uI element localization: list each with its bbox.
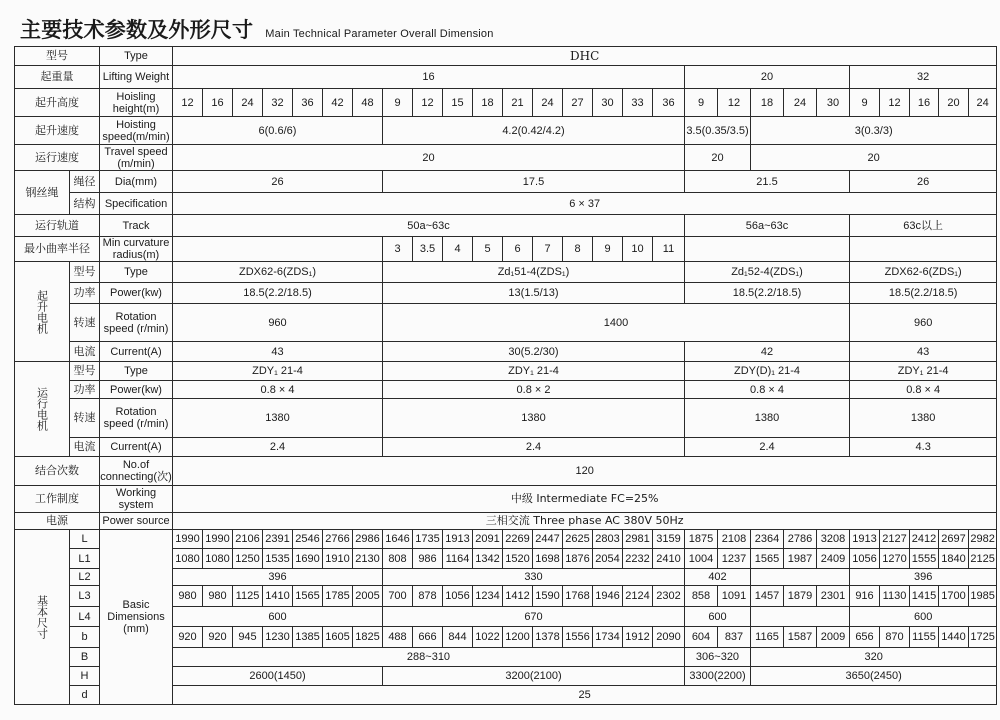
dim-L4-2: 670 — [383, 607, 685, 627]
hmotor-power-1: 18.5(2.2/18.5) — [173, 283, 383, 304]
label-tmotor-cn: 运行电机 — [15, 362, 70, 457]
tmotor-rot-1: 1380 — [173, 399, 383, 438]
dim-L3-cell-8: 878 — [413, 586, 443, 607]
tmotor-rot-3: 1380 — [685, 399, 850, 438]
height-cell-g20-4: 30 — [817, 89, 850, 117]
height-cell-g16-12: 24 — [533, 89, 563, 117]
dim-L-cell-14: 2803 — [593, 530, 623, 549]
dim-L3-cell-13: 1768 — [563, 586, 593, 607]
dim-b-cell-20: 1587 — [784, 627, 817, 648]
dim-L3-cell-23: 1130 — [880, 586, 910, 607]
hmotor-rot-1: 960 — [173, 304, 383, 342]
dim-L-cell-8: 1735 — [413, 530, 443, 549]
dim-L2-3: 402 — [685, 569, 751, 586]
track-2: 56a~63c — [685, 215, 850, 237]
height-cell-g32-3: 20 — [939, 89, 969, 117]
label-work-en: Working system — [100, 486, 173, 513]
dim-L2-2: 330 — [383, 569, 685, 586]
height-cell-g20-0: 9 — [685, 89, 718, 117]
label-load-en: Lifting Weight — [100, 66, 173, 89]
dim-L3-cell-1: 980 — [203, 586, 233, 607]
dim-b-cell-24: 1155 — [910, 627, 939, 648]
tmotor-type-4: ZDY₁ 21-4 — [850, 362, 997, 381]
dim-L1-cell-11: 1520 — [503, 549, 533, 569]
label-spec-cn: 结构 — [70, 193, 100, 215]
dim-L3-cell-24: 1415 — [910, 586, 939, 607]
dim-b-cell-15: 1912 — [623, 627, 653, 648]
dim-L1-cell-26: 2125 — [969, 549, 997, 569]
dim-L1-cell-2: 1250 — [233, 549, 263, 569]
dim-L4-3: 600 — [685, 607, 751, 627]
label-track-cn: 运行轨道 — [15, 215, 100, 237]
curvature-cell-4: 6 — [503, 237, 533, 262]
dim-L-cell-23: 2127 — [880, 530, 910, 549]
travel-speed-3: 20 — [751, 145, 997, 171]
dim-L-cell-1: 1990 — [203, 530, 233, 549]
height-cell-g16-2: 24 — [233, 89, 263, 117]
rope-dia-2: 17.5 — [383, 171, 685, 193]
dim-L3-cell-20: 1879 — [784, 586, 817, 607]
dim-L2-blank — [751, 569, 850, 586]
tmotor-power-3: 0.8 × 4 — [685, 381, 850, 399]
dim-L-cell-21: 3208 — [817, 530, 850, 549]
height-cell-g20-1: 12 — [718, 89, 751, 117]
working-system-value: 中级 Intermediate FC=25% — [173, 486, 997, 513]
dim-L3-cell-2: 1125 — [233, 586, 263, 607]
label-rope-cn: 钢丝绳 — [15, 171, 70, 215]
label-htype-cn: 型号 — [70, 262, 100, 283]
height-cell-g16-15: 33 — [623, 89, 653, 117]
dim-L-cell-3: 2391 — [263, 530, 293, 549]
dim-L1-cell-19: 1565 — [751, 549, 784, 569]
height-cell-g16-9: 15 — [443, 89, 473, 117]
label-curv-cn: 最小曲率半径 — [15, 237, 100, 262]
label-hpower-en: Power(kw) — [100, 283, 173, 304]
label-dia-cn: 绳径 — [70, 171, 100, 193]
title-en: Main Technical Parameter Overall Dimension — [265, 28, 494, 40]
hmotor-power-3: 18.5(2.2/18.5) — [685, 283, 850, 304]
dim-b-cell-22: 656 — [850, 627, 880, 648]
label-hrot-cn: 转速 — [70, 304, 100, 342]
title-cn: 主要技术参数及外形尺寸 — [20, 18, 254, 42]
label-height-cn: 起升高度 — [15, 89, 100, 117]
dim-L3-cell-18: 1091 — [718, 586, 751, 607]
label-lspeed-en: Hoisting speed(m/min) — [100, 117, 173, 145]
curvature-cell-6: 8 — [563, 237, 593, 262]
dim-L-cell-15: 2981 — [623, 530, 653, 549]
dim-label-H: H — [70, 667, 100, 686]
dim-L-cell-6: 2986 — [353, 530, 383, 549]
label-conn-cn: 结合次数 — [15, 457, 100, 486]
dim-L1-cell-3: 1535 — [263, 549, 293, 569]
label-model-en: Type — [100, 47, 173, 66]
tmotor-type-1: ZDY₁ 21-4 — [173, 362, 383, 381]
height-cell-g20-2: 18 — [751, 89, 784, 117]
height-cell-g16-7: 9 — [383, 89, 413, 117]
dim-label-L1: L1 — [70, 549, 100, 569]
hmotor-cur-3: 42 — [685, 342, 850, 362]
dim-L3-cell-16: 2302 — [653, 586, 685, 607]
dim-b-cell-7: 488 — [383, 627, 413, 648]
dim-H-3: 3300(2200) — [685, 667, 751, 686]
dim-b-cell-5: 1605 — [323, 627, 353, 648]
hmotor-type-4: ZDX62-6(ZDS₁) — [850, 262, 997, 283]
label-tspeed-en: Travel speed (m/min) — [100, 145, 173, 171]
dim-H-4: 3650(2450) — [751, 667, 997, 686]
height-cell-g20-3: 24 — [784, 89, 817, 117]
dim-L1-cell-5: 1910 — [323, 549, 353, 569]
hoist-speed-2: 4.2(0.42/4.2) — [383, 117, 685, 145]
dim-b-cell-13: 1556 — [563, 627, 593, 648]
table-body — [15, 47, 997, 705]
curvature-cell-5: 7 — [533, 237, 563, 262]
curvature-row — [15, 237, 997, 262]
height-cell-g16-11: 21 — [503, 89, 533, 117]
label-hrot-en: Rotation speed (r/min) — [100, 304, 173, 342]
tmotor-cur-2: 2.4 — [383, 438, 685, 457]
dim-L1-cell-20: 1987 — [784, 549, 817, 569]
page-title — [20, 14, 494, 44]
dim-label-d: d — [70, 686, 100, 705]
hmotor-type-2: Zd₁51-4(ZDS₁) — [383, 262, 685, 283]
label-lspeed-cn: 起升速度 — [15, 117, 100, 145]
dim-L3-cell-4: 1565 — [293, 586, 323, 607]
dim-b-cell-6: 1825 — [353, 627, 383, 648]
dim-L-cell-19: 2364 — [751, 530, 784, 549]
dim-B-3: 320 — [751, 648, 997, 667]
dim-L3-cell-3: 1410 — [263, 586, 293, 607]
height-cell-g16-5: 42 — [323, 89, 353, 117]
dim-L1-cell-17: 1004 — [685, 549, 718, 569]
connecting-value: 120 — [173, 457, 997, 486]
dim-L-cell-5: 2766 — [323, 530, 353, 549]
dim-L3-cell-21: 2301 — [817, 586, 850, 607]
rope-dia-1: 26 — [173, 171, 383, 193]
hmotor-power-4: 18.5(2.2/18.5) — [850, 283, 997, 304]
height-cell-g32-0: 9 — [850, 89, 880, 117]
dim-label-B: B — [70, 648, 100, 667]
dim-L3-cell-11: 1412 — [503, 586, 533, 607]
label-tpower-cn: 功率 — [70, 381, 100, 399]
dim-L-cell-0: 1990 — [173, 530, 203, 549]
dim-b-cell-17: 604 — [685, 627, 718, 648]
dim-L2-1: 396 — [173, 569, 383, 586]
dim-L-cell-20: 2786 — [784, 530, 817, 549]
dim-label-L: L — [70, 530, 100, 549]
hmotor-cur-4: 43 — [850, 342, 997, 362]
dim-b-cell-10: 1022 — [473, 627, 503, 648]
dim-L1-cell-0: 1080 — [173, 549, 203, 569]
dim-L-cell-26: 2982 — [969, 530, 997, 549]
height-cell-g32-2: 16 — [910, 89, 939, 117]
curvature-blank-2 — [685, 237, 850, 262]
tmotor-power-1: 0.8 × 4 — [173, 381, 383, 399]
hmotor-type-1: ZDX62-6(ZDS₁) — [173, 262, 383, 283]
tmotor-type-3: ZDY(D)₁ 21-4 — [685, 362, 850, 381]
tmotor-rot-4: 1380 — [850, 399, 997, 438]
dim-L1-cell-21: 2409 — [817, 549, 850, 569]
dim-L1-cell-18: 1237 — [718, 549, 751, 569]
dim-L1-cell-25: 1840 — [939, 549, 969, 569]
label-load-cn: 起重量 — [15, 66, 100, 89]
dim-b-cell-26: 1725 — [969, 627, 997, 648]
curvature-cell-7: 9 — [593, 237, 623, 262]
label-pwr-cn: 电源 — [15, 513, 100, 530]
dim-L-cell-24: 2412 — [910, 530, 939, 549]
dim-L-cell-12: 2447 — [533, 530, 563, 549]
label-track-en: Track — [100, 215, 173, 237]
label-dim-en: Basic Dimensions (mm) — [100, 530, 173, 705]
height-cell-g16-8: 12 — [413, 89, 443, 117]
dim-L-cell-7: 1646 — [383, 530, 413, 549]
tmotor-power-2: 0.8 × 2 — [383, 381, 685, 399]
label-hmotor-cn: 起升电机 — [15, 262, 70, 362]
dim-d: 25 — [173, 686, 997, 705]
height-cell-g16-10: 18 — [473, 89, 503, 117]
dim-L-cell-2: 2106 — [233, 530, 263, 549]
dim-L3-cell-5: 1785 — [323, 586, 353, 607]
height-cell-g16-4: 36 — [293, 89, 323, 117]
label-height-en: Hoisling height(m) — [100, 89, 173, 117]
label-hcur-cn: 电流 — [70, 342, 100, 362]
travel-speed-1: 20 — [173, 145, 685, 171]
dim-b-cell-12: 1378 — [533, 627, 563, 648]
dim-L3-cell-26: 1985 — [969, 586, 997, 607]
label-tcur-en: Current(A) — [100, 438, 173, 457]
dim-L1-cell-23: 1270 — [880, 549, 910, 569]
rope-spec: 6 × 37 — [173, 193, 997, 215]
tmotor-cur-1: 2.4 — [173, 438, 383, 457]
label-dim-cn: 基本尺寸 — [15, 530, 70, 705]
height-cell-g16-3: 32 — [263, 89, 293, 117]
dim-L1-cell-4: 1690 — [293, 549, 323, 569]
dim-B-2: 306~320 — [685, 648, 751, 667]
dim-b-cell-25: 1440 — [939, 627, 969, 648]
dim-L3-cell-12: 1590 — [533, 586, 563, 607]
height-cell-g32-1: 12 — [880, 89, 910, 117]
label-work-cn: 工作制度 — [15, 486, 100, 513]
curvature-cell-9: 11 — [653, 237, 685, 262]
dim-b-cell-9: 844 — [443, 627, 473, 648]
dim-L-cell-25: 2697 — [939, 530, 969, 549]
dim-L-cell-9: 1913 — [443, 530, 473, 549]
dim-L4-blank — [751, 607, 850, 627]
curvature-cell-8: 10 — [623, 237, 653, 262]
dim-L3-cell-17: 858 — [685, 586, 718, 607]
height-cell-g16-13: 27 — [563, 89, 593, 117]
load-32: 32 — [850, 66, 997, 89]
dim-L3-cell-14: 1946 — [593, 586, 623, 607]
curvature-cell-2: 4 — [443, 237, 473, 262]
dim-L1-cell-14: 2054 — [593, 549, 623, 569]
hmotor-cur-2: 30(5.2/30) — [383, 342, 685, 362]
curvature-cell-3: 5 — [473, 237, 503, 262]
dim-b-cell-19: 1165 — [751, 627, 784, 648]
dim-b-cell-11: 1200 — [503, 627, 533, 648]
dim-L-cell-18: 2108 — [718, 530, 751, 549]
dim-L1-cell-10: 1342 — [473, 549, 503, 569]
dim-L3-cell-19: 1457 — [751, 586, 784, 607]
dim-label-L3: L3 — [70, 586, 100, 607]
height-cell-g16-0: 12 — [173, 89, 203, 117]
label-tpower-en: Power(kw) — [100, 381, 173, 399]
tmotor-cur-4: 4.3 — [850, 438, 997, 457]
dim-L-cell-17: 1875 — [685, 530, 718, 549]
dim-b-cell-1: 920 — [203, 627, 233, 648]
label-curv-en: Min curvature radius(m) — [100, 237, 173, 262]
dim-b-cell-4: 1385 — [293, 627, 323, 648]
height-cell-g16-16: 36 — [653, 89, 685, 117]
dim-L1-cell-1: 1080 — [203, 549, 233, 569]
dim-L3-cell-15: 2124 — [623, 586, 653, 607]
label-tspeed-cn: 运行速度 — [15, 145, 100, 171]
dim-L1-cell-16: 2410 — [653, 549, 685, 569]
dim-b-cell-14: 1734 — [593, 627, 623, 648]
hmotor-rot-2: 1400 — [383, 304, 850, 342]
label-tcur-cn: 电流 — [70, 438, 100, 457]
tmotor-type-2: ZDY₁ 21-4 — [383, 362, 685, 381]
dim-b-cell-8: 666 — [413, 627, 443, 648]
dim-L-cell-22: 1913 — [850, 530, 880, 549]
dim-L1-cell-22: 1056 — [850, 549, 880, 569]
track-1: 50a~63c — [173, 215, 685, 237]
hmotor-rot-3: 960 — [850, 304, 997, 342]
label-pwr-en: Power source — [100, 513, 173, 530]
dim-L1-cell-13: 1876 — [563, 549, 593, 569]
dim-b-cell-21: 2009 — [817, 627, 850, 648]
dim-label-L2: L2 — [70, 569, 100, 586]
tmotor-power-4: 0.8 × 4 — [850, 381, 997, 399]
load-16: 16 — [173, 66, 685, 89]
height-cell-g16-14: 30 — [593, 89, 623, 117]
label-ttype-cn: 型号 — [70, 362, 100, 381]
track-3: 63c以上 — [850, 215, 997, 237]
dim-L1-cell-24: 1555 — [910, 549, 939, 569]
dim-L1-cell-12: 1698 — [533, 549, 563, 569]
label-trot-en: Rotation speed (r/min) — [100, 399, 173, 438]
dim-b-cell-3: 1230 — [263, 627, 293, 648]
hmotor-power-2: 13(1.5/13) — [383, 283, 685, 304]
dim-L4-1: 600 — [173, 607, 383, 627]
dim-L3-cell-22: 916 — [850, 586, 880, 607]
model-value: DHC — [173, 47, 997, 66]
hoist-speed-1: 6(0.6/6) — [173, 117, 383, 145]
dim-L1-cell-8: 986 — [413, 549, 443, 569]
dim-L3-cell-6: 2005 — [353, 586, 383, 607]
dim-L1-cell-7: 808 — [383, 549, 413, 569]
hmotor-type-3: Zd₁52-4(ZDS₁) — [685, 262, 850, 283]
label-hcur-en: Current(A) — [100, 342, 173, 362]
dim-row-L — [15, 530, 997, 549]
dim-L-cell-11: 2269 — [503, 530, 533, 549]
tmotor-rot-2: 1380 — [383, 399, 685, 438]
curvature-cell-0: 3 — [383, 237, 413, 262]
dim-b-cell-16: 2090 — [653, 627, 685, 648]
dim-L3-cell-9: 1056 — [443, 586, 473, 607]
dim-L-cell-13: 2625 — [563, 530, 593, 549]
dim-L3-cell-10: 1234 — [473, 586, 503, 607]
dim-H-1: 2600(1450) — [173, 667, 383, 686]
height-cell-g32-4: 24 — [969, 89, 997, 117]
hmotor-cur-1: 43 — [173, 342, 383, 362]
height-row — [15, 89, 997, 117]
dim-b-cell-23: 870 — [880, 627, 910, 648]
label-conn-en: No.of connecting(次) — [100, 457, 173, 486]
dim-L3-cell-0: 980 — [173, 586, 203, 607]
dim-b-cell-18: 837 — [718, 627, 751, 648]
dim-label-L4: L4 — [70, 607, 100, 627]
dim-L3-cell-7: 700 — [383, 586, 413, 607]
dim-b-cell-0: 920 — [173, 627, 203, 648]
dim-L1-cell-15: 2232 — [623, 549, 653, 569]
dim-L-cell-10: 2091 — [473, 530, 503, 549]
label-spec-en: Specification — [100, 193, 173, 215]
dim-L1-cell-9: 1164 — [443, 549, 473, 569]
dim-L-cell-16: 3159 — [653, 530, 685, 549]
curvature-blank — [173, 237, 383, 262]
dim-label-b: b — [70, 627, 100, 648]
dim-b-cell-2: 945 — [233, 627, 263, 648]
dim-B-1: 288~310 — [173, 648, 685, 667]
label-model-cn: 型号 — [15, 47, 100, 66]
dim-H-2: 3200(2100) — [383, 667, 685, 686]
label-hpower-cn: 功率 — [70, 283, 100, 304]
rope-dia-4: 26 — [850, 171, 997, 193]
label-trot-cn: 转速 — [70, 399, 100, 438]
rope-dia-3: 21.5 — [685, 171, 850, 193]
parameter-table — [14, 46, 997, 705]
power-source-value: 三相交流 Three phase AC 380V 50Hz — [173, 513, 997, 530]
dim-L4-4: 600 — [850, 607, 997, 627]
dim-L-cell-4: 2546 — [293, 530, 323, 549]
label-ttype-en: Type — [100, 362, 173, 381]
label-htype-en: Type — [100, 262, 173, 283]
label-dia-en: Dia(mm) — [100, 171, 173, 193]
height-cell-g16-6: 48 — [353, 89, 383, 117]
hoist-speed-4: 3(0.3/3) — [751, 117, 997, 145]
hoist-speed-3: 3.5(0.35/3.5) — [685, 117, 751, 145]
curvature-blank-3 — [850, 237, 997, 262]
load-20: 20 — [685, 66, 850, 89]
dim-L3-cell-25: 1700 — [939, 586, 969, 607]
travel-speed-2: 20 — [685, 145, 751, 171]
curvature-cell-1: 3.5 — [413, 237, 443, 262]
dim-L1-cell-6: 2130 — [353, 549, 383, 569]
height-cell-g16-1: 16 — [203, 89, 233, 117]
tmotor-cur-3: 2.4 — [685, 438, 850, 457]
dim-L2-4: 396 — [850, 569, 997, 586]
